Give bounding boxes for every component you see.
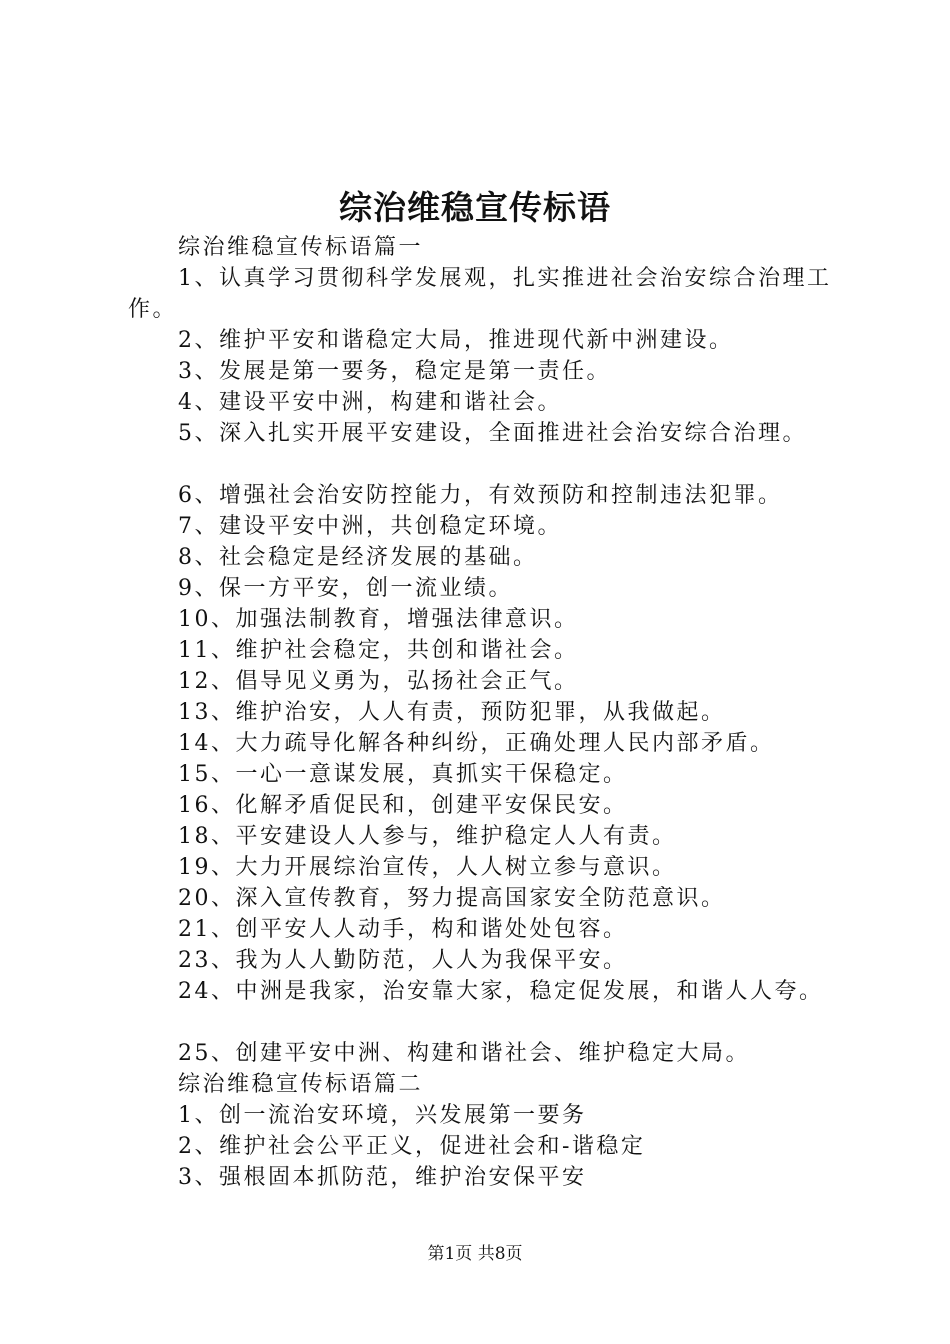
body-line: 3、发展是第一要务，稳定是第一责任。 <box>178 359 611 384</box>
body-line: 5、深入扎实开展平安建设，全面推进社会治安综合治理。 <box>178 421 807 446</box>
body-line: 18、平安建设人人参与，维护稳定人人有责。 <box>178 824 677 849</box>
body-line: 综治维稳宣传标语篇二 <box>178 1072 424 1097</box>
body-line: 21、创平安人人动手，构和谐处处包容。 <box>178 917 628 942</box>
body-line: 1、认真学习贯彻科学发展观，扎实推进社会治安综合治理工作。 <box>128 266 832 322</box>
document-title: 综治维稳宣传标语 <box>339 188 611 227</box>
body-line: 19、大力开展综治宣传，人人树立参与意识。 <box>178 855 677 880</box>
body-line: 6、增强社会治安防控能力，有效预防和控制违法犯罪。 <box>178 483 783 508</box>
body-line: 23、我为人人勤防范，人人为我保平安。 <box>178 948 628 973</box>
body-line: 8、社会稳定是经济发展的基础。 <box>178 545 538 570</box>
body-line: 2、维护社会公平正义，促进社会和-谐稳定 <box>178 1134 646 1159</box>
body-line: 16、化解矛盾促民和，创建平安保民安。 <box>178 793 628 818</box>
blank-line <box>128 449 868 480</box>
body-line: 11、维护社会稳定，共创和谐社会。 <box>178 638 579 663</box>
body-line: 3、强根固本抓防范，维护治安保平安 <box>178 1165 587 1190</box>
blank-line <box>128 1007 868 1038</box>
body-line: 2、维护平安和谐稳定大局，推进现代新中洲建设。 <box>178 328 734 353</box>
body-line: 25、创建平安中洲、构建和谐社会、维护稳定大局。 <box>178 1041 750 1066</box>
body-line: 20、深入宣传教育，努力提高国家安全防范意识。 <box>178 886 726 911</box>
page-footer: 第1页 共8页 <box>427 1244 523 1264</box>
body-line: 12、倡导见义勇为，弘扬社会正气。 <box>178 669 579 694</box>
body-line: 4、建设平安中洲，构建和谐社会。 <box>178 390 562 415</box>
body-line: 9、保一方平安，创一流业绩。 <box>178 576 513 601</box>
body-line: 14、大力疏导化解各种纠纷，正确处理人民内部矛盾。 <box>178 731 775 756</box>
body-line: 7、建设平安中洲，共创稳定环境。 <box>178 514 562 539</box>
body-line: 15、一心一意谋发展，真抓实干保稳定。 <box>178 762 628 787</box>
body-line: 10、加强法制教育，增强法律意识。 <box>178 607 579 632</box>
body-line: 综治维稳宣传标语篇一 <box>178 235 424 260</box>
body-line: 24、中洲是我家，治安靠大家，稳定促发展，和谐人人夸。 <box>178 979 824 1004</box>
document-body <box>128 232 868 1193</box>
body-line: 13、维护治安，人人有责，预防犯罪，从我做起。 <box>178 700 726 725</box>
body-line: 1、创一流治安环境，兴发展第一要务 <box>178 1103 587 1128</box>
